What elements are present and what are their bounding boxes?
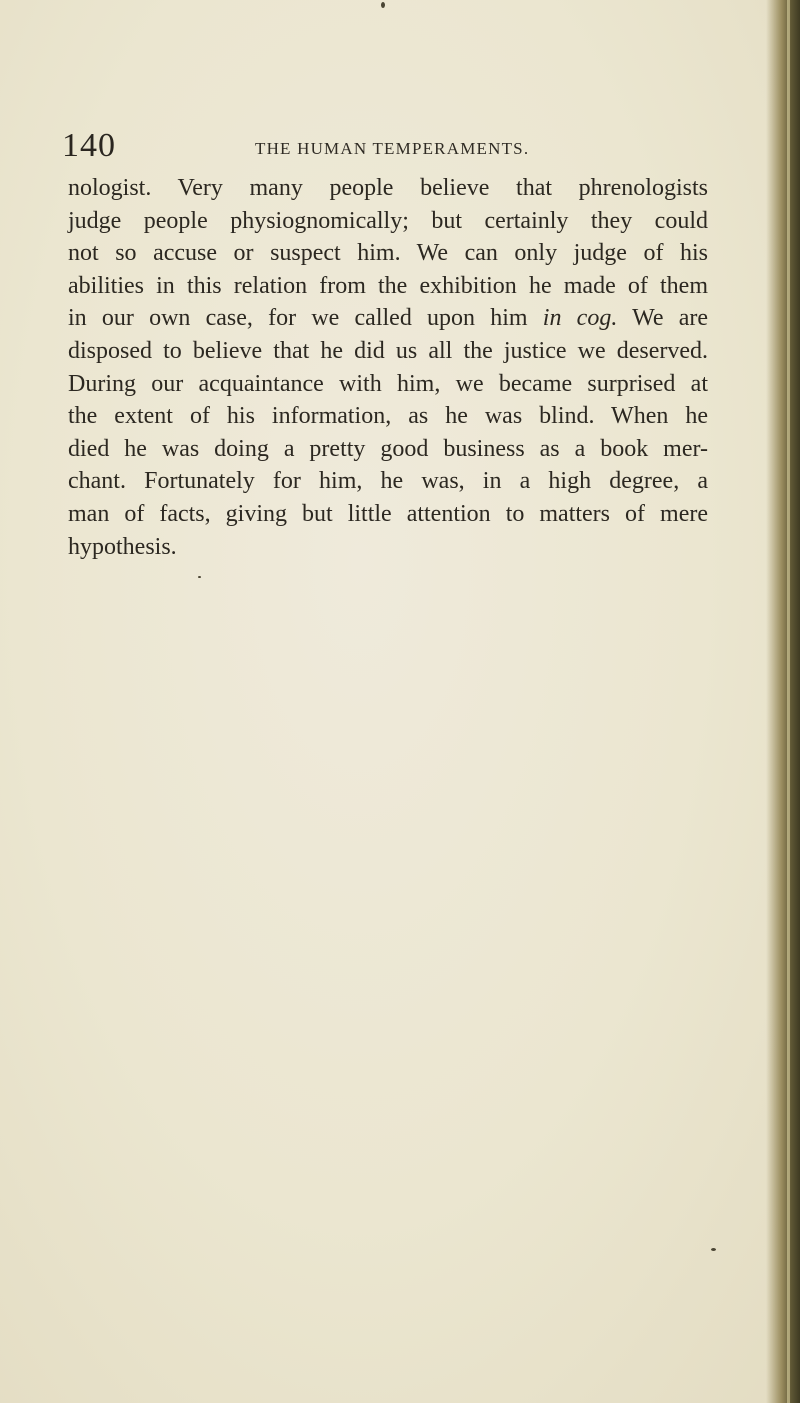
paper-speck xyxy=(381,2,385,8)
text-line: disposed to believe that he did us all the justice we deserved. xyxy=(68,337,708,364)
body-paragraph xyxy=(68,172,708,563)
text-line: not so accuse or suspect him. We can only judge of his xyxy=(68,240,708,267)
text-line: During our acquaintance with him, we became surprised at xyxy=(68,370,708,397)
text-line: man of facts, giving but little attention to matters of mere xyxy=(68,500,708,527)
text-line: judge people physiognomically; but certainly they could xyxy=(68,207,708,234)
text-line: in our own case, for we called upon him in cog. We are xyxy=(68,305,708,332)
paper-speck xyxy=(198,576,201,578)
page-edge-highlight xyxy=(787,0,790,1403)
running-head xyxy=(62,126,702,170)
italic-phrase: in cog. xyxy=(542,305,618,332)
paper-speck xyxy=(711,1248,716,1251)
text-line: died he was doing a pretty good business as a book mer- xyxy=(68,435,708,462)
page-number: 140 xyxy=(62,127,116,164)
running-title: THE HUMAN TEMPERAMENTS. xyxy=(255,139,530,158)
text-line: hypothesis. xyxy=(68,533,177,560)
text-line: the extent of his information, as he was blind. When he xyxy=(68,403,708,430)
text-line: abilities in this relation from the exhibition he made of them xyxy=(68,272,708,299)
text-line: chant. Fortunately for him, he was, in a high degree, a xyxy=(68,468,708,495)
page-edge-shadow xyxy=(766,0,800,1403)
text-line: nologist. Very many people believe that phrenologists xyxy=(68,175,708,201)
